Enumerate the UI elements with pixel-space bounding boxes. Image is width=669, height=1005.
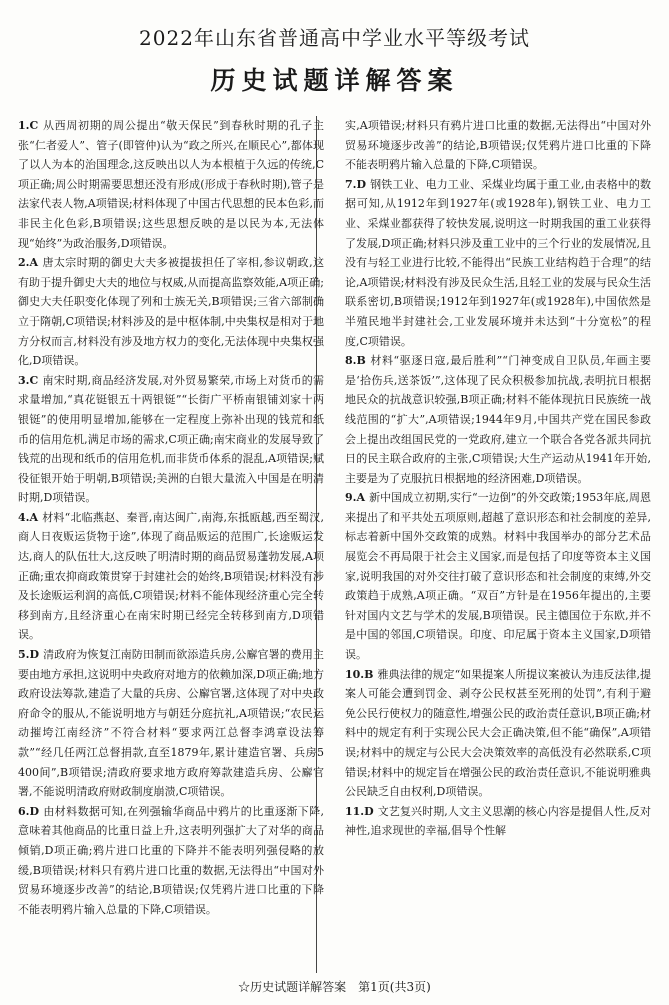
right-column (345, 116, 651, 973)
answer-text: 从西周初期的周公提出“敬天保民”到春秋时期的孔子主张“仁者爱人”、管子(即管仲)认为“政之所兴,在顺民心”,都体现了以人为本的治国理念,这反映出以人为本根植于久远的传统,C项正确;周公时期需要思想还没有形成(形成于春秋时期),管子是法家代表人物,A项错误;材料体现了中国古代思想的民本色彩,而非民主化色彩,B项错误;这些思想反映的是以民为本,无法体现“始终”为政治服务,D项错误。 (18, 119, 324, 250)
answer-text: 由材料数据可知,在列强输华商品中鸦片的比重逐渐下降,意味着其他商品的比重日益上升,这表明列强扩大了对华的商品倾销,D项正确;鸦片进口比重的下降并不能表明列强侵略的放缓,B项错误;材料只有鸦片进口比重的数据,无法得出“中国对外贸易环境逐步改善”的结论,B项错误;仅凭鸦片进口比重的下降不能表明鸦片输入总量的下降,C项错误。 (18, 804, 324, 916)
document-title: 历史试题详解答案 (210, 66, 459, 95)
answer-item (345, 488, 651, 664)
answer-text: 南宋时期,商品经济发展,对外贸易繁荣,市场上对货币的需求量增加,“真花铤银五十两银铤”“长街广平桥南银铺刘家十两银铤”的使用明显增加,能够在一定程度上弥补出现的钱荒和纸币的信用危机,满足市场的需求,C项正确;南宋商业的发展导致了钱荒的出现和纸币的信用危机,而非货币体系的混乱,A项错误;赋役征银开始于明朝,B项错误;美洲的白银大量流入中国是在明清时期,D项错误。 (18, 373, 324, 505)
answer-text: 清政府为恢复江南防田制而欲添造兵房,公廨官署的费用主要由地方承担,这说明中央政府对地方的依赖加深,D项正确;地方政府设法筹款,建造了大量的兵房、公廨官署,这体现了对中央政府命令的服从,不能说明地方与朝廷分庭抗礼,A项错误;“农民运动摧垮江南经济”不符合材料“要求两江总督李鸿章设法筹款”“经几任两江总督捐款,直至1879年,累计建造官署、兵房5 400间”,B项错误;清政府要求地方政府筹款建造兵房、公廨官署,不能说明清政府财政制度崩溃,C项错误。 (18, 648, 324, 799)
page-header (0, 0, 669, 97)
answer-text: 实,A项错误;材料只有鸦片进口比重的数据,无法得出“中国对外贸易环境逐步改善”的结论,B项错误;仅凭鸦片进口比重的下降不能表明鸦片输入总量的下降,C项错误。 (345, 119, 651, 172)
answer-item (18, 116, 324, 253)
answer-number: 5.D (18, 648, 40, 662)
answer-item (18, 508, 324, 645)
exam-title: 2022年山东省普通高中学业水平等级考试 (139, 26, 530, 50)
answer-number: 3.C (18, 373, 39, 387)
answer-text: 材料“驱逐日寇,最后胜利”“门神变成自卫队员,年画主要是‘拾伤兵,送茶饭’”,这体现了民众积极参加抗战,表明抗日根据地民众的抗战意识较强,B项正确;材料不能体现抗日民族统一战线范围的“扩大”,A项错误;1944年9月,中国共产党在国民参政会上提出改组国民党的一党政府,建立一个联合各党各派共同抗日的民主联合政府的主张,C项错误;大生产运动从1941年开始,主要是为了克服抗日根据地的经济困难,D项错误。 (345, 354, 651, 485)
answer-item (18, 802, 324, 920)
answer-number: 6.D (18, 804, 40, 818)
answer-item (18, 253, 324, 371)
answer-number: 8.B (345, 354, 366, 368)
answer-number: 2.A (18, 256, 39, 270)
answer-number: 9.A (345, 491, 366, 505)
answer-text: 雅典法律的规定“如果提案人所提议案被认为违反法律,提案人可能会遭到罚金、剥夺公民权甚至死刑的处罚”,有利于避免公民行使权力的随意性,增强公民的政治责任意识,B项正确;材料中的规定有利于实现公民大会正确决策,但不能“确保”,A项错误;材料中的规定与公民大会决策效率的高低没有必然联系,C项错误;材料中的规定旨在增强公民的政治责任意识,不能说明雅典公民缺乏自由权利,D项错误。 (345, 667, 651, 799)
page-footer: ☆历史试题详解答案 第1页(共3页) (238, 980, 431, 994)
answer-number: 10.B (345, 667, 374, 681)
answer-item (345, 802, 651, 841)
answer-number: 11.D (345, 804, 374, 818)
left-column (18, 116, 324, 973)
answer-item (345, 175, 651, 351)
answer-number: 7.D (345, 177, 367, 191)
answer-item (18, 371, 324, 508)
answer-number: 1.C (18, 119, 39, 132)
answer-text: 文艺复兴时期,人文主义思潮的核心内容是提倡人性,反对神性,追求现世的幸福,倡导个性解 (345, 804, 651, 838)
answer-item (18, 645, 324, 802)
answer-columns (18, 116, 651, 973)
answer-item (345, 116, 651, 175)
answer-text: 唐太宗时期的御史大夫多被提拔担任了宰相,参议朝政,这有助于提升御史大夫的地位与权威,从而提高监察效能,A项正确;御史大夫任职变化体现了列和士族无关,B项错误;三省六部制确立于隋朝,C项错误;材料涉及的是中枢体制,中央集权是相对于地方分权而言,材料没有涉及地方权力的变化,无法体现中央集权强化,D项错误。 (18, 256, 324, 368)
answer-item (345, 665, 651, 802)
answer-text: 材料“北临燕赵、秦晋,南达闽广,南海,东抵瓯越,西至蜀汉,商人日夜贩运货物于途”,体现了商品贩运的范围广,长途贩运发达,商人的队伍壮大,这反映了明清时期的商品贸易蓬勃发展,A项正确;重农抑商政策贯穿于封建社会的始终,B项错误;材料没有涉及长途贩运利润的高低,C项错误;材料不能体现经济重心完全转移到南方,且经济重心在南宋时期已经完全转移到南方,D项错误。 (18, 510, 324, 642)
answer-text: 钢铁工业、电力工业、采煤业均属于重工业,由表格中的数据可知,从1912年到1927年(或1928年),钢铁工业、电力工业、采煤业都获得了较快发展,说明这一时期我国的重工业获得了发展,D项正确;材料只涉及重工业中的三个行业的发展情况,且没有与轻工业进行比较,不能得出“民族工业结构趋于合理”的结论,A项错误;材料没有涉及民众生活,且轻工业的发展与民众生活联系密切,B项错误;1912年到1927年(或1928年),中国依然是半殖民地半封建社会,工业发展环境并未达到“十分宽松”的程度,C项错误。 (345, 177, 651, 348)
answer-text: 新中国成立初期,实行“一边倒”的外交政策;1953年底,周恩来提出了和平共处五项原则,超越了意识形态和社会制度的差异,标志着新中国外交政策的成熟。材料中我国举办的部分艺术品展览会不再局限于社会主义国家,而是包括了印度等资本主义国家,说明我国的对外交往打破了意识形态和社会制度的束缚,外交政策趋于成熟,A项正确。“双百”方针是在1956年提出的,主要针对国内文艺与学术的发展,B项错误。民主德国位于东欧,并不是中国的邻国,C项错误。印度、印尼属于资本主义国家,D项错误。 (345, 491, 651, 662)
answer-number: 4.A (18, 510, 39, 524)
answer-item (345, 351, 651, 488)
